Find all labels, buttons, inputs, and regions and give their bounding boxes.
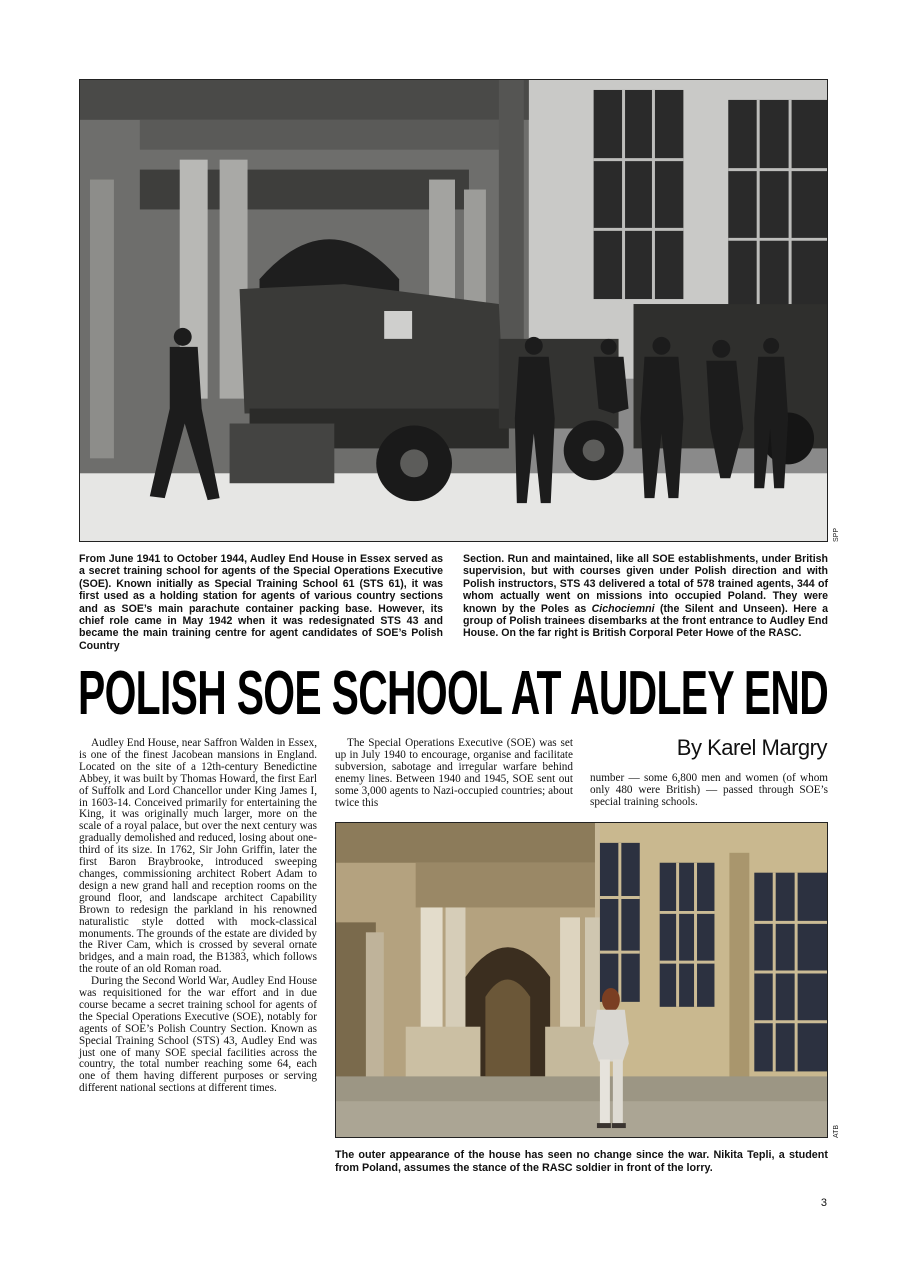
body-col2-paragraph: The Special Operations Executive (SOE) was set up in July 1940 to encourage, organise and facilitate subversion, sabotage and irregular warfare behind enemy lines. Between 1940 and 1945, SOE sent out some 3,000 agents to Nazi-occupied countries; about twice this — [335, 737, 573, 809]
body-col1-paragraph-1: Audley End House, near Saffron Walden in Essex, is one of the finest Jacobean mansions in England. Located on the site of a 12th-century Benedictine Abbey, it was built by Thomas Howard, the first Earl of Suffolk and Lord Chancellor under King James I, in 1603-14. Conceived primarily for entertaining the King, it was originally much larger, more on the scale of a royal palace, but over the next century was gradually demolished and reduced, losing about one-third of its size. In 1762, Sir John Griffin, later the first Baron Braybrooke, introduced sweeping changes, commissioning architect Robert Adam to design a new grand hall and reception rooms on the ground floor, and landscape architect Capability Brown to redesign the parkland in his renowned naturalistic style dotted with mock-classical monuments. The grounds of the estate are divided by the River Cam, which is crossed by several ornate bridges, and a main road, the B1383, which follows the route of an old Roman road. — [79, 737, 317, 976]
body-column-3 — [590, 773, 828, 809]
top-photo-credit: SPP — [833, 527, 840, 542]
top-caption-right-part-b: (the Silent and Unseen). Here a group of Polish trainees disembarks at the front entrance to Audley End House. On the far right is British Corporal Peter Howe of the RASC. — [463, 602, 828, 640]
page-number: 3 — [820, 1197, 827, 1209]
bottom-photo — [335, 822, 828, 1138]
bottom-caption: The outer appearance of the house has seen no change since the war. Nikita Tepli, a student from Poland, assumes the stance of the RASC soldier in front of the lorry. — [335, 1149, 828, 1174]
body-col1-paragraph-2: During the Second World War, Audley End House was requisitioned for the war effort and in due course became a secret training school for agents of the Special Operations Executive (SOE), notably for agents of SOE’s Polish Country Section. Known as Special Training School (STS) 43, Audley End was just one of many SOE special facilities across the country, the total number reaching some 64, each one of them having different purposes or serving different national sections at different times. — [79, 975, 317, 1095]
top-caption-right-italic: Cichociemni — [591, 602, 655, 615]
byline: By Karel Margry — [676, 735, 827, 760]
top-photo-scene — [80, 80, 827, 541]
body-col3-paragraph: number — some 6,800 men and women (of whom only 480 were British) — passed through SOE’s special training schools. — [590, 772, 828, 808]
top-caption-right — [463, 553, 828, 640]
top-caption-left: From June 1941 to October 1944, Audley End House in Essex served as a secret training school for agents of the Special Operations Executive (SOE). Known initially as Special Training School 61 (STS 61), it was first used as a holding station for agents of various country sections and as SOE’s main parachute container packing base. However, its chief role came in May 1942 when it was redesignated STS 43 and became the main training centre for agent candidates of SOE’s Polish Country — [79, 553, 443, 652]
body-column-1 — [79, 738, 317, 1095]
bottom-photo-scene — [336, 823, 827, 1137]
bottom-photo-credit: ATB — [833, 1124, 840, 1138]
top-caption-right-part-a: Section. Run and maintained, like all SOE establishments, under British supervision, but with courses given under Polish direction and with Polish instructors, STS 43 delivered a total of 578 trained agents, 344 of whom actually went on missions into occupied Poland. They were known by the Poles as — [463, 553, 828, 615]
body-column-2 — [335, 738, 573, 809]
article-headline: POLISH SOE SCHOOL AT AUDLEY END — [78, 659, 829, 728]
top-photo — [79, 79, 828, 542]
